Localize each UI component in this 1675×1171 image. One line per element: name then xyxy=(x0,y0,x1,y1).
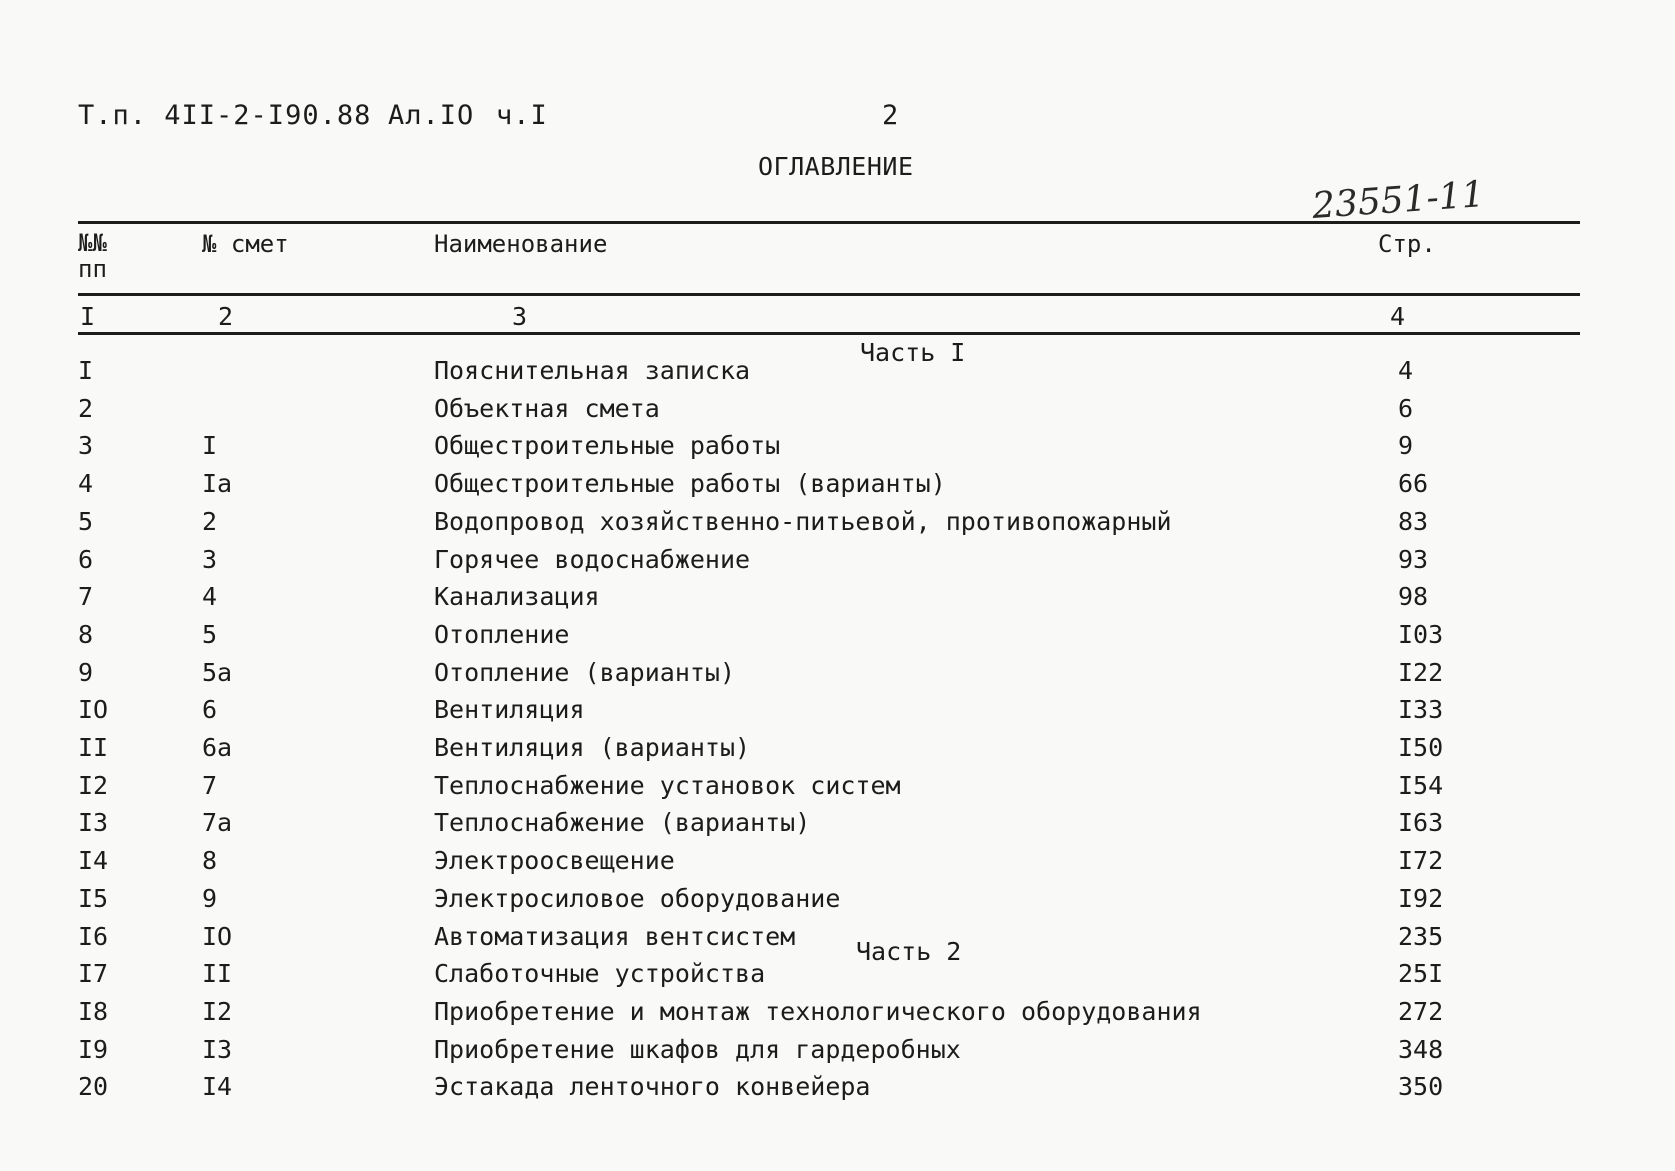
column-header-estimate: № смет xyxy=(202,230,289,258)
row-estimate: 7а xyxy=(202,808,233,838)
row-number: 7 xyxy=(78,582,94,612)
row-name: Слаботочные устройства xyxy=(434,959,766,989)
row-name: Вентиляция (варианты) xyxy=(434,733,751,762)
column-number: 2 xyxy=(218,302,234,331)
row-estimate: 9 xyxy=(202,883,218,913)
row-number: 8 xyxy=(78,619,94,649)
table-row xyxy=(0,620,1675,657)
row-page: I22 xyxy=(1398,657,1444,687)
table-row xyxy=(0,356,1675,393)
row-estimate: I2 xyxy=(202,996,233,1026)
table-top-rule xyxy=(78,221,1580,224)
row-estimate: 2 xyxy=(202,506,218,536)
table-numbers-rule xyxy=(78,332,1580,335)
row-name: Горячее водоснабжение xyxy=(434,544,751,574)
table-row xyxy=(0,431,1675,468)
handwritten-inventory-number: 23551-11 xyxy=(1310,174,1486,227)
row-page: I03 xyxy=(1398,619,1444,649)
table-row xyxy=(0,394,1675,431)
column-number: 4 xyxy=(1390,302,1406,331)
row-page: I33 xyxy=(1398,695,1444,725)
row-name: Автоматизация вентсистем xyxy=(434,921,796,951)
part-2-label: Часть 2 xyxy=(856,937,962,966)
row-estimate: I3 xyxy=(202,1034,233,1064)
document-code: Т.п. 4II-2-I90.88 xyxy=(78,100,372,131)
row-name: Отопление xyxy=(434,619,570,649)
table-row xyxy=(0,545,1675,582)
row-number: I5 xyxy=(78,883,109,913)
row-number: I6 xyxy=(78,921,109,951)
part-number: ч.I xyxy=(496,100,548,131)
row-name: Канализация xyxy=(434,582,600,612)
row-page: I54 xyxy=(1398,770,1444,800)
page-number: 2 xyxy=(882,100,900,131)
row-estimate: Iа xyxy=(202,469,233,499)
row-number: I4 xyxy=(78,846,109,876)
table-row xyxy=(0,658,1675,695)
row-page: 66 xyxy=(1398,469,1429,499)
table-row xyxy=(0,469,1675,506)
row-name: Электросиловое оборудование xyxy=(434,883,841,913)
row-page: I72 xyxy=(1398,846,1444,876)
row-page: 348 xyxy=(1398,1034,1444,1064)
table-row xyxy=(0,1035,1675,1072)
row-estimate: IO xyxy=(202,921,233,951)
row-number: IO xyxy=(78,695,109,725)
table-row xyxy=(0,733,1675,770)
row-number: 4 xyxy=(78,469,94,499)
row-number: 5 xyxy=(78,506,94,536)
column-number: 3 xyxy=(512,302,528,331)
row-estimate: 8 xyxy=(202,846,218,876)
table-row xyxy=(0,846,1675,883)
row-name: Эстакада ленточного конвейера xyxy=(434,1072,871,1102)
row-name: Приобретение шкафов для гардеробных xyxy=(434,1034,961,1064)
row-name: Приобретение и монтаж технологического оборудования xyxy=(434,996,1202,1026)
row-estimate: 6а xyxy=(202,733,233,762)
row-estimate: I4 xyxy=(202,1072,233,1102)
row-name: Вентиляция xyxy=(434,695,585,725)
row-number: I8 xyxy=(78,996,109,1026)
row-number: II xyxy=(78,733,109,762)
row-name: Электроосвещение xyxy=(434,846,675,876)
row-page: I63 xyxy=(1398,808,1444,838)
row-estimate: 5 xyxy=(202,619,218,649)
row-page: 272 xyxy=(1398,996,1444,1026)
row-page: 83 xyxy=(1398,506,1429,536)
row-page: 4 xyxy=(1398,356,1414,385)
row-page: 93 xyxy=(1398,544,1429,574)
row-number: 9 xyxy=(78,657,94,687)
table-row xyxy=(0,771,1675,808)
row-name: Водопровод хозяйственно-питьевой, противопожарный xyxy=(434,506,1172,536)
row-page: I50 xyxy=(1398,733,1444,762)
table-row xyxy=(0,997,1675,1034)
row-name: Теплоснабжение (варианты) xyxy=(434,808,811,838)
album-number: Ал.IO xyxy=(388,100,475,131)
row-estimate: 5а xyxy=(202,657,233,687)
row-name: Теплоснабжение установок систем xyxy=(434,770,901,800)
row-name: Общестроительные работы (варианты) xyxy=(434,469,946,499)
row-page: 9 xyxy=(1398,431,1414,461)
row-estimate: II xyxy=(202,959,233,989)
row-name: Отопление (варианты) xyxy=(434,657,736,687)
column-header-no: №№ пп xyxy=(78,229,107,283)
column-header-page: Стр. xyxy=(1378,230,1436,258)
row-estimate: 7 xyxy=(202,770,218,800)
row-number: I2 xyxy=(78,770,109,800)
column-header-name: Наименование xyxy=(434,230,608,258)
row-name: Пояснительная записка xyxy=(434,356,751,385)
row-page: 350 xyxy=(1398,1072,1444,1102)
row-number: 20 xyxy=(78,1072,109,1102)
row-number: I7 xyxy=(78,959,109,989)
table-row xyxy=(0,884,1675,921)
row-page: 235 xyxy=(1398,921,1444,951)
row-number: 3 xyxy=(78,431,94,461)
row-estimate: 6 xyxy=(202,695,218,725)
table-row xyxy=(0,959,1675,996)
column-number: I xyxy=(80,302,96,331)
row-page: I92 xyxy=(1398,883,1444,913)
row-estimate: 3 xyxy=(202,544,218,574)
row-number: 6 xyxy=(78,544,94,574)
row-number: 2 xyxy=(78,393,94,423)
table-row xyxy=(0,582,1675,619)
row-number: I3 xyxy=(78,808,109,838)
table-row xyxy=(0,808,1675,845)
row-name: Объектная смета xyxy=(434,393,660,423)
page-title: ОГЛАВЛЕНИЕ xyxy=(758,152,914,181)
row-page: 98 xyxy=(1398,582,1429,612)
table-row xyxy=(0,507,1675,544)
row-number: I xyxy=(78,356,94,385)
table-row xyxy=(0,1072,1675,1109)
row-estimate: I xyxy=(202,431,218,461)
row-name: Общестроительные работы xyxy=(434,431,781,461)
table-row xyxy=(0,695,1675,732)
row-number: I9 xyxy=(78,1034,109,1064)
row-page: 6 xyxy=(1398,393,1414,423)
row-estimate: 4 xyxy=(202,582,218,612)
row-page: 25I xyxy=(1398,959,1444,989)
table-row xyxy=(0,922,1675,959)
table-header-rule xyxy=(78,293,1580,296)
part-1-label: Часть I xyxy=(860,338,966,367)
